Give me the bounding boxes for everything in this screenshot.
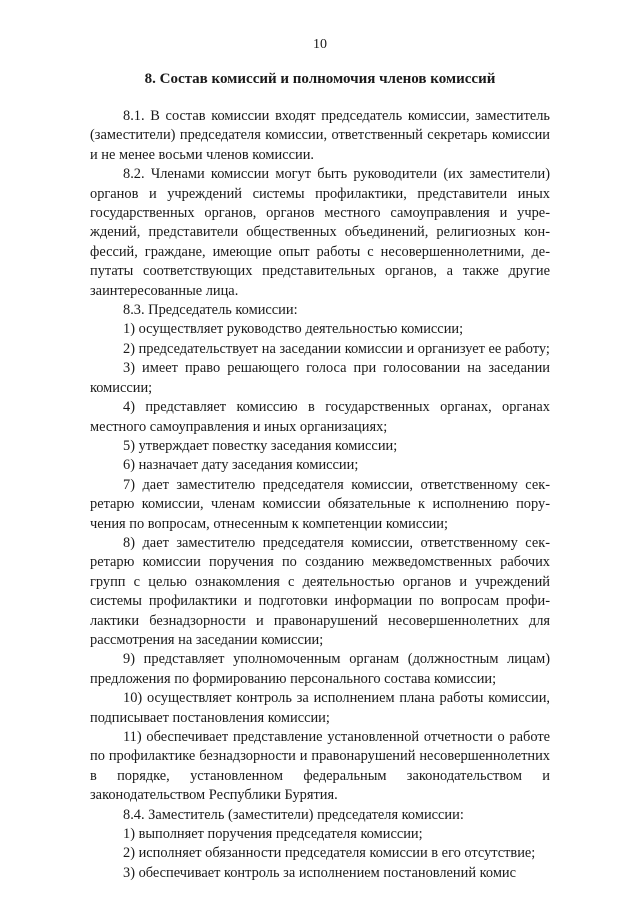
list-item-8-4-1: 1) выполняет поручения председателя комиссии; [123, 826, 423, 843]
list-item-8-4-2: 2) исполняет обязанности председателя комиссии в его отсутствие; [123, 845, 536, 862]
page-number: 10 [313, 37, 327, 52]
paragraph-8-3: 8.3. Председатель комиссии: [123, 302, 298, 319]
section-title: 8. Состав комиссий и полномочия членов комиссий [144, 71, 496, 87]
paragraph-8-1: 8.1. В состав комиссии входят председатель комиссии, заместитель (заместители) председателя комиссии, ответственный секретарь комиссии и не менее восьми членов комиссии. [90, 108, 550, 163]
list-item-8-3-10: 10) осуществляет контроль за исполнением плана работы комиссии, подписывает постановления комиссии; [90, 690, 550, 726]
list-item-8-3-8: 8) дает заместителю председателя комиссии, ответственному секретарю комиссии поручения по созданию межведомственных рабочих групп с целью ознакомления с деятельностью органов и учреждений системы профилактики и подготовки информации по вопросам профилактики безнадзорности и правонарушений несовершеннолетних для рассмотрения на заседании комиссии; [90, 534, 550, 648]
list-item-8-4-3: 3) обеспечивает контроль за исполнением постановлений комис [123, 864, 517, 881]
list-item-8-3-7: 7) дает заместителю председателя комиссии, ответственному секретарю комиссии, членам комиссии обязательные к исполнению поручения по вопросам, отнесенным к компетенции комиссии; [90, 476, 550, 532]
list-item-8-3-3: 3) имеет право решающего голоса при голосовании на заседании комиссии; [90, 360, 550, 396]
list-item-8-3-6: 6) назначает дату заседания комиссии; [123, 457, 359, 474]
list-item-8-3-2: 2) председательствует на заседании комиссии и организует ее работу; [123, 340, 550, 357]
list-item-8-3-5: 5) утверждает повестку заседания комиссии; [123, 437, 398, 454]
list-item-8-3-1: 1) осуществляет руководство деятельностью комиссии; [123, 321, 464, 338]
body-text [90, 107, 550, 883]
list-item-8-3-4: 4) представляет комиссию в государственных органах, органах местного самоуправления и иных организациях; [90, 399, 550, 435]
paragraph-8-2: 8.2. Членами комиссии могут быть руководители (их заместители) органов и учреждений системы профилактики, представители иных государственных органов, органов местного самоуправления и учреждений, представители общественных объединений, религиозных конфессий, граждане, имеющие опыт работы с несовершеннолетними, депутаты соответствующих представительных органов, а также другие заинтересованные лица. [90, 166, 550, 299]
list-item-8-3-9: 9) представляет уполномоченным органам (должностным лицам) предложения по формированию персонального состава комиссии; [90, 651, 550, 687]
list-item-8-3-11: 11) обеспечивает представление установленной отчетности о работе по профилактике безнадзорности и правонарушений несовершеннолетних в порядке, установленном федеральным законодательством и законодательством Республики Бурятия. [90, 729, 550, 804]
paragraph-8-4: 8.4. Заместитель (заместители) председателя комиссии: [123, 806, 464, 823]
